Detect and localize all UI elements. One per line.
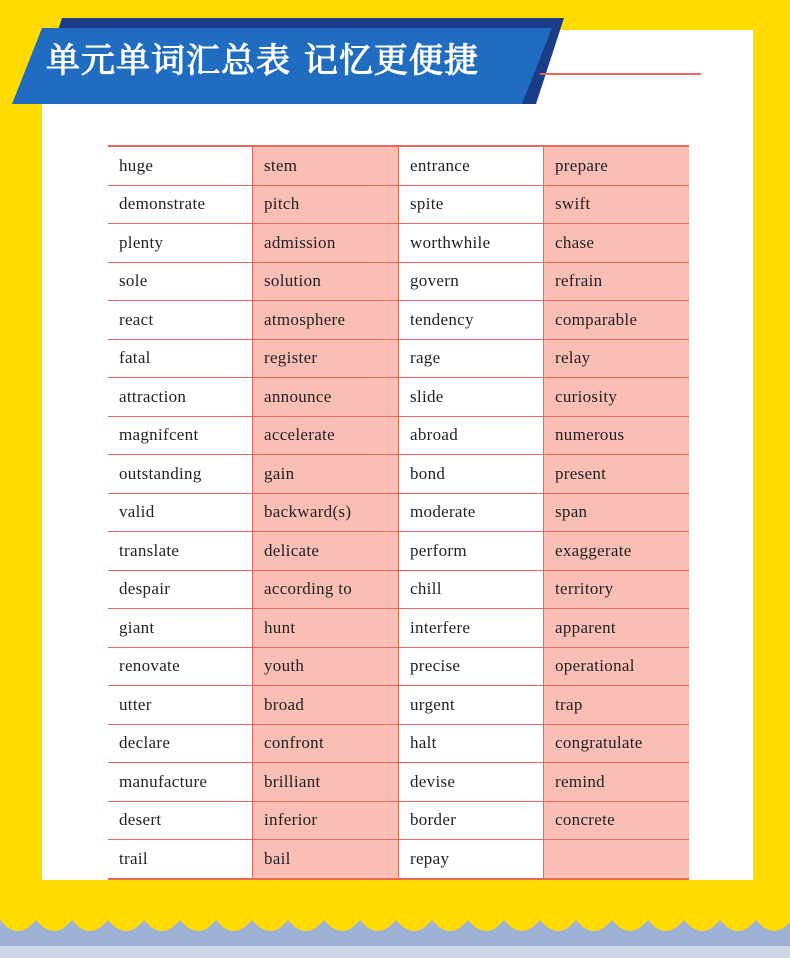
word-cell: rage — [399, 339, 544, 378]
word-cell: despair — [108, 570, 253, 609]
table-row — [108, 647, 689, 686]
table-row — [108, 532, 689, 571]
word-cell: accelerate — [253, 416, 399, 455]
word-cell: relay — [544, 339, 690, 378]
word-cell: bond — [399, 455, 544, 494]
word-cell: valid — [108, 493, 253, 532]
title-underline — [540, 73, 701, 75]
table-row — [108, 146, 689, 185]
vocabulary-table-body — [108, 146, 689, 879]
word-cell: inferior — [253, 801, 399, 840]
table-row — [108, 416, 689, 455]
word-cell: fatal — [108, 339, 253, 378]
vocabulary-table — [108, 145, 686, 880]
word-cell: declare — [108, 724, 253, 763]
word-cell: concrete — [544, 801, 690, 840]
word-cell: govern — [399, 262, 544, 301]
word-cell: hunt — [253, 609, 399, 648]
word-cell: curiosity — [544, 378, 690, 417]
word-cell: precise — [399, 647, 544, 686]
word-cell: tendency — [399, 301, 544, 340]
word-cell: slide — [399, 378, 544, 417]
word-cell: giant — [108, 609, 253, 648]
word-cell: magnifcent — [108, 416, 253, 455]
word-cell: entrance — [399, 146, 544, 185]
word-cell: numerous — [544, 416, 690, 455]
word-cell: territory — [544, 570, 690, 609]
word-cell: according to — [253, 570, 399, 609]
word-cell: react — [108, 301, 253, 340]
word-cell: moderate — [399, 493, 544, 532]
word-cell: renovate — [108, 647, 253, 686]
word-cell: trail — [108, 840, 253, 879]
word-cell: exaggerate — [544, 532, 690, 571]
word-cell: pitch — [253, 185, 399, 224]
table-row — [108, 801, 689, 840]
word-cell: broad — [253, 686, 399, 725]
word-cell: remind — [544, 763, 690, 802]
table-row — [108, 763, 689, 802]
word-cell: attraction — [108, 378, 253, 417]
word-cell: translate — [108, 532, 253, 571]
word-cell: devise — [399, 763, 544, 802]
word-cell: manufacture — [108, 763, 253, 802]
word-cell: register — [253, 339, 399, 378]
word-cell: chase — [544, 224, 690, 263]
word-cell: gain — [253, 455, 399, 494]
table-row — [108, 609, 689, 648]
word-cell: youth — [253, 647, 399, 686]
table-row — [108, 493, 689, 532]
word-cell: perform — [399, 532, 544, 571]
table-row — [108, 840, 689, 879]
word-cell: span — [544, 493, 690, 532]
word-cell: bail — [253, 840, 399, 879]
word-cell: worthwhile — [399, 224, 544, 263]
word-cell — [544, 840, 690, 879]
word-cell: delicate — [253, 532, 399, 571]
word-cell: congratulate — [544, 724, 690, 763]
word-cell: desert — [108, 801, 253, 840]
word-cell: repay — [399, 840, 544, 879]
word-cell: admission — [253, 224, 399, 263]
table-row — [108, 570, 689, 609]
table-row — [108, 339, 689, 378]
word-cell: refrain — [544, 262, 690, 301]
word-cell: solution — [253, 262, 399, 301]
table-row — [108, 686, 689, 725]
word-cell: urgent — [399, 686, 544, 725]
word-cell: spite — [399, 185, 544, 224]
word-cell: sole — [108, 262, 253, 301]
table-row — [108, 455, 689, 494]
table-row — [108, 378, 689, 417]
table-row — [108, 262, 689, 301]
word-cell: announce — [253, 378, 399, 417]
word-cell: trap — [544, 686, 690, 725]
word-cell: atmosphere — [253, 301, 399, 340]
word-cell: present — [544, 455, 690, 494]
word-cell: utter — [108, 686, 253, 725]
word-cell: plenty — [108, 224, 253, 263]
word-cell: stem — [253, 146, 399, 185]
word-cell: backward(s) — [253, 493, 399, 532]
title-banner — [12, 18, 564, 104]
word-cell: apparent — [544, 609, 690, 648]
bottom-wave-decoration — [0, 880, 790, 958]
word-cell: halt — [399, 724, 544, 763]
table-row — [108, 301, 689, 340]
word-cell: border — [399, 801, 544, 840]
word-cell: demonstrate — [108, 185, 253, 224]
table-row — [108, 185, 689, 224]
word-cell: swift — [544, 185, 690, 224]
banner-title: 单元单词汇总表 记忆更便捷 — [46, 41, 479, 81]
word-cell: chill — [399, 570, 544, 609]
word-cell: interfere — [399, 609, 544, 648]
table-row — [108, 724, 689, 763]
word-cell: confront — [253, 724, 399, 763]
word-cell: operational — [544, 647, 690, 686]
word-cell: huge — [108, 146, 253, 185]
word-cell: prepare — [544, 146, 690, 185]
word-cell: outstanding — [108, 455, 253, 494]
word-cell: abroad — [399, 416, 544, 455]
word-cell: comparable — [544, 301, 690, 340]
word-cell: brilliant — [253, 763, 399, 802]
table-row — [108, 224, 689, 263]
